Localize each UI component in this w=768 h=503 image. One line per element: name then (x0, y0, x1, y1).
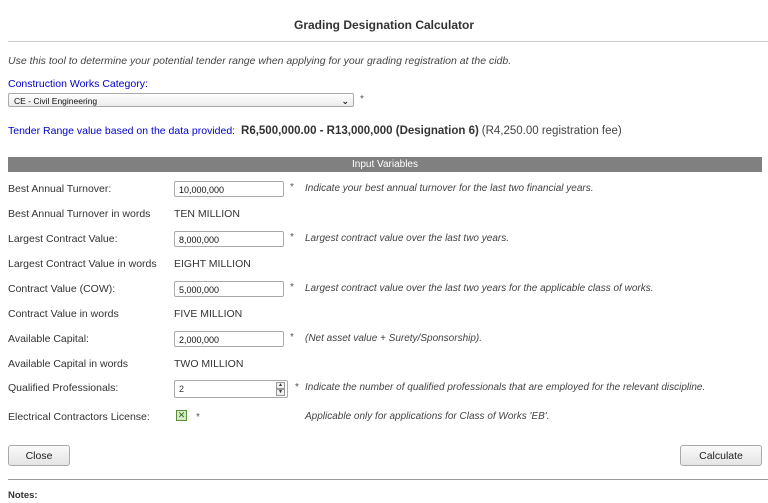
stepper-down-icon[interactable]: ▼ (276, 389, 285, 396)
tender-range-result (8, 125, 622, 137)
section-header: Input Variables (8, 157, 762, 172)
divider (8, 479, 768, 480)
turnover-input[interactable]: 10,000,000 (174, 181, 284, 197)
capital-label: Available Capital: (8, 333, 89, 345)
largest-contract-words-value: EIGHT MILLION (174, 258, 251, 270)
cow-input[interactable]: 5,000,000 (174, 281, 284, 297)
category-label: Construction Works Category: (8, 78, 148, 90)
cow-words-value: FIVE MILLION (174, 308, 243, 320)
dialog-title: Grading Designation Calculator (293, 18, 475, 32)
category-selected-value: CE - Civil Engineering (14, 96, 98, 106)
calculate-button[interactable]: Calculate (680, 445, 762, 466)
tender-range-label: Tender Range value based on the data provided: (8, 125, 236, 137)
chevron-down-icon: ⌄ (341, 96, 349, 106)
required-marker: * (360, 94, 364, 105)
largest-contract-hint: Largest contract value over the last two years. (305, 233, 509, 244)
registration-fee: (R4,250.00 registration fee) (481, 125, 622, 137)
stepper-up-icon[interactable]: ▲ (276, 382, 285, 389)
capital-words-label: Available Capital in words (8, 358, 129, 370)
required-marker: * (295, 382, 299, 393)
professionals-value: 2 (179, 384, 185, 394)
largest-contract-label: Largest Contract Value: (8, 233, 118, 245)
required-marker: * (290, 332, 294, 343)
license-label: Electrical Contractors License: (8, 411, 150, 423)
cow-hint: Largest contract value over the last two years for the applicable class of works. (305, 283, 654, 294)
professionals-hint: Indicate the number of qualified professionals that are employed for the relevant discipline. (305, 382, 706, 393)
license-checkbox[interactable]: ✕ (177, 410, 186, 420)
turnover-words-value: TEN MILLION (174, 208, 240, 220)
license-hint: Applicable only for applications for Class of Works 'EB'. (305, 411, 550, 422)
divider (8, 41, 768, 42)
category-select[interactable] (8, 93, 354, 107)
professionals-label: Qualified Professionals: (8, 382, 119, 394)
capital-words-value: TWO MILLION (174, 358, 244, 370)
largest-contract-words-label: Largest Contract Value in words (8, 258, 157, 270)
turnover-words-label: Best Annual Turnover in words (8, 208, 151, 220)
cow-words-label: Contract Value in words (8, 308, 119, 320)
required-marker: * (290, 282, 294, 293)
required-marker: * (196, 412, 200, 423)
capital-input[interactable]: 2,000,000 (174, 331, 284, 347)
intro-text: Use this tool to determine your potential tender range when applying for your grading registration at the cidb. (8, 55, 512, 67)
notes-label: Notes: (8, 490, 38, 501)
required-marker: * (290, 182, 294, 193)
tender-range-value: R6,500,000.00 - R13,000,000 (Designation 6) (241, 125, 479, 137)
turnover-hint: Indicate your best annual turnover for the last two financial years. (305, 183, 594, 194)
turnover-label: Best Annual Turnover: (8, 183, 112, 195)
largest-contract-input[interactable]: 8,000,000 (174, 231, 284, 247)
cow-label: Contract Value (COW): (8, 283, 116, 295)
required-marker: * (290, 232, 294, 243)
capital-hint: (Net asset value + Surety/Sponsorship). (305, 333, 483, 344)
close-button[interactable]: Close (8, 445, 70, 466)
professionals-stepper[interactable] (174, 380, 288, 398)
